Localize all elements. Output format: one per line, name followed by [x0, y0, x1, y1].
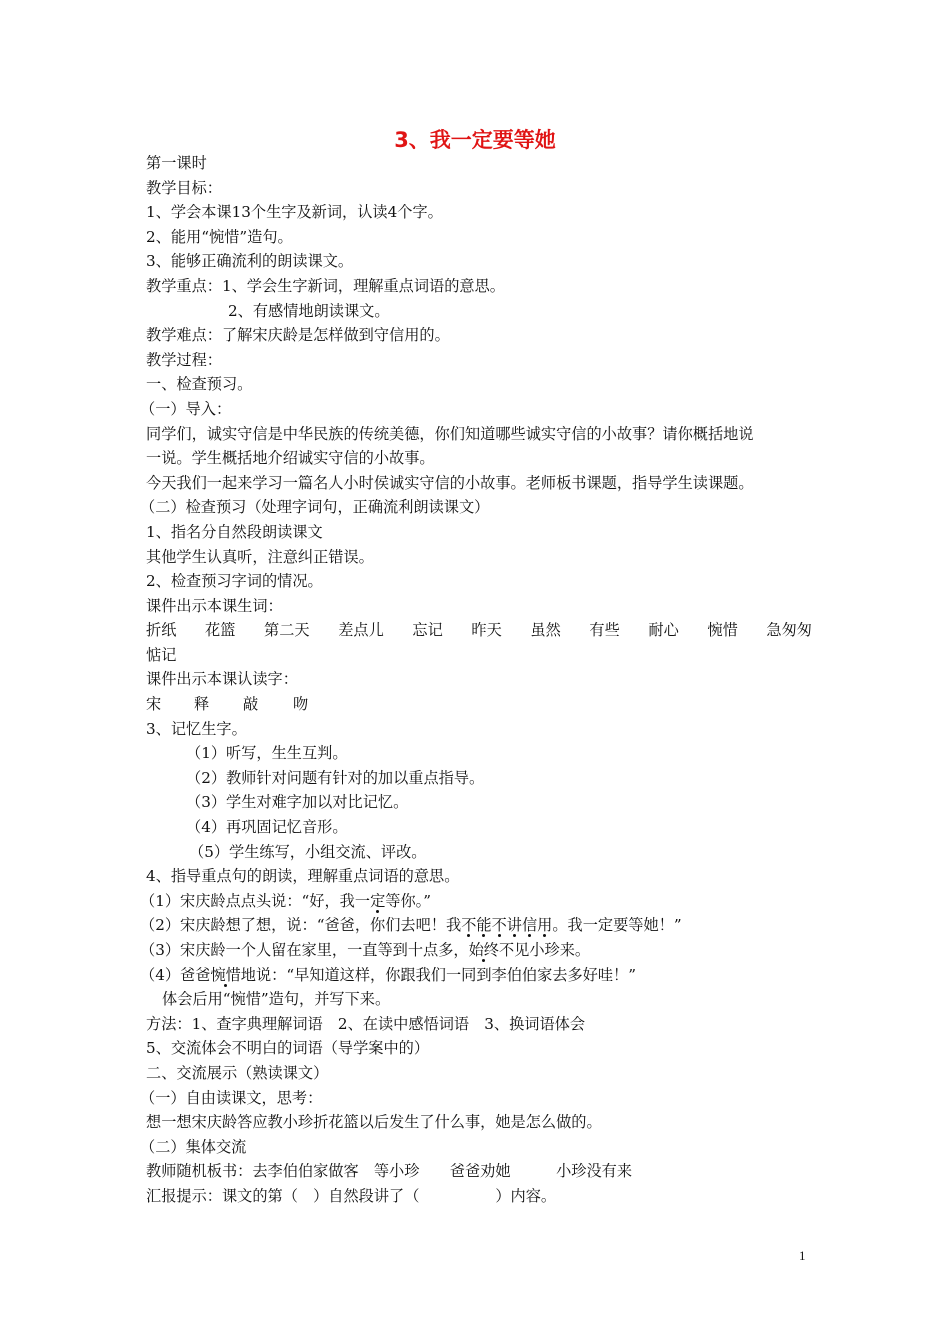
emphasis-text: 定	[370, 891, 386, 910]
list-item: （3）学生对难字加以对比记忆。	[186, 793, 409, 812]
subsection-heading: （一）自由读课文，思考：	[140, 1088, 323, 1107]
emphasis-char: 不	[461, 916, 477, 935]
emphasis-text	[461, 916, 552, 934]
key-sentence: （1）宋庆龄点点头说：“好，我一定等你。”	[140, 891, 431, 910]
read-char-list	[146, 692, 812, 717]
document-title: 3、我一定要等她	[394, 128, 556, 152]
vocab-word: 急匆匆	[766, 621, 812, 640]
section-heading: 教学目标：	[146, 178, 222, 197]
paragraph: 教学重点：1、学会生字新词，理解重点词语的意思。	[146, 276, 505, 295]
vocab-word: 惦记	[146, 645, 177, 664]
section-heading: 一、检查预习。	[146, 375, 253, 394]
paragraph: 4、指导重点句的朗读，理解重点词语的意思。	[146, 867, 460, 886]
vocab-word: 虽然	[530, 621, 561, 640]
emphasis-char: 讲	[506, 916, 522, 935]
section-heading: 教学过程：	[146, 350, 222, 369]
lesson-period: 第一课时	[146, 154, 207, 172]
paragraph: 教师随机板书：去李伯伯家做客 等小珍 爸爸劝她 小珍没有来	[146, 1162, 632, 1181]
key-sentence: （4）爸爸惋惜地说：“早知道这样，你跟我们一同到李伯伯家去多好哇！”	[140, 965, 637, 984]
read-char: 吻	[293, 695, 309, 714]
list-item: （1）听写，生生互判。	[186, 744, 348, 763]
vocab-word: 花篮	[205, 621, 236, 640]
subsection-heading: （二）检查预习（处理字词句，正确流利朗读课文）	[140, 498, 490, 517]
vocab-word: 昨天	[471, 621, 502, 640]
paragraph: 想一想宋庆龄答应教小珍折花篮以后发生了什么事，她是怎么做的。	[146, 1113, 602, 1132]
vocab-word: 差点儿	[338, 621, 384, 640]
vocab-word-list	[146, 618, 812, 643]
vocab-word: 耐心	[648, 621, 679, 640]
paragraph: 同学们，诚实守信是中华民族的传统美德，你们知道哪些诚实守信的小故事？请你概括地说	[146, 424, 754, 443]
vocab-word: 折纸	[146, 621, 177, 640]
read-char: 释	[194, 695, 210, 714]
paragraph: 体会后用“惋惜”造句，并写下来。	[162, 990, 391, 1009]
section-heading: 二、交流展示（熟读课文）	[146, 1063, 329, 1082]
emphasis-text: 始终	[468, 941, 499, 959]
page-number: 1	[799, 1248, 806, 1263]
paragraph: 3、能够正确流利的朗读课文。	[146, 252, 354, 271]
paragraph: 3、记忆生字。	[146, 719, 247, 738]
vocab-word: 有些	[589, 621, 620, 640]
emphasis-char: 能	[476, 916, 492, 935]
paragraph: 2、有感情地朗读课文。	[228, 301, 390, 320]
paragraph: 教学难点：了解宋庆龄是怎样做到守信用的。	[146, 326, 450, 345]
key-sentence: （3）宋庆龄一个人留在家里，一直等到十点多，始终不见小珍来。	[140, 941, 591, 959]
document-body	[140, 151, 812, 1209]
read-char: 宋	[146, 695, 162, 714]
vocab-word: 惋惜	[707, 621, 738, 640]
emphasis-char: 用	[537, 916, 553, 935]
emphasis-char: 不	[491, 916, 507, 935]
list-item: （2）教师针对问题有针对的加以重点指导。	[186, 768, 485, 787]
paragraph: 汇报提示：课文的第（ ）自然段讲了（ ）内容。	[146, 1186, 557, 1205]
paragraph: 课件出示本课认读字：	[146, 670, 298, 689]
list-item: （5）学生练写，小组交流、评改。	[189, 842, 427, 861]
paragraph: 2、检查预习字词的情况。	[146, 572, 323, 591]
paragraph: 一说。学生概括地介绍诚实守信的小故事。	[146, 449, 435, 468]
paragraph: 2、能用“惋惜”造句。	[146, 227, 293, 246]
subsection-heading: （一）导入：	[140, 399, 232, 418]
emphasis-text: 惋惜	[210, 965, 241, 984]
emphasis-char: 信	[521, 916, 538, 935]
paragraph: 方法：1、查字典理解词语 2、在读中感悟词语 3、换词语体会	[146, 1014, 586, 1033]
read-char: 敲	[243, 695, 259, 714]
paragraph: 今天我们一起来学习一篇名人小时侯诚实守信的小故事。老师板书课题，指导学生读课题。	[146, 473, 754, 492]
paragraph: 课件出示本课生词：	[146, 596, 283, 615]
paragraph: 1、学会本课13个生字及新词，认读4个字。	[146, 203, 443, 222]
paragraph: 其他学生认真听，注意纠正错误。	[146, 547, 374, 566]
list-item: （4）再巩固记忆音形。	[186, 818, 348, 837]
key-sentence: （2）宋庆龄想了想，说：“爸爸，你们去吧！我不能不讲信用。我一定要等她！”	[140, 916, 682, 935]
paragraph: 1、指名分自然段朗读课文	[146, 522, 323, 541]
vocab-word: 第二天	[264, 621, 310, 640]
paragraph: 5、交流体会不明白的词语（导学案中的）	[146, 1039, 430, 1058]
vocab-word: 忘记	[412, 621, 443, 640]
subsection-heading: （二）集体交流	[140, 1137, 247, 1156]
